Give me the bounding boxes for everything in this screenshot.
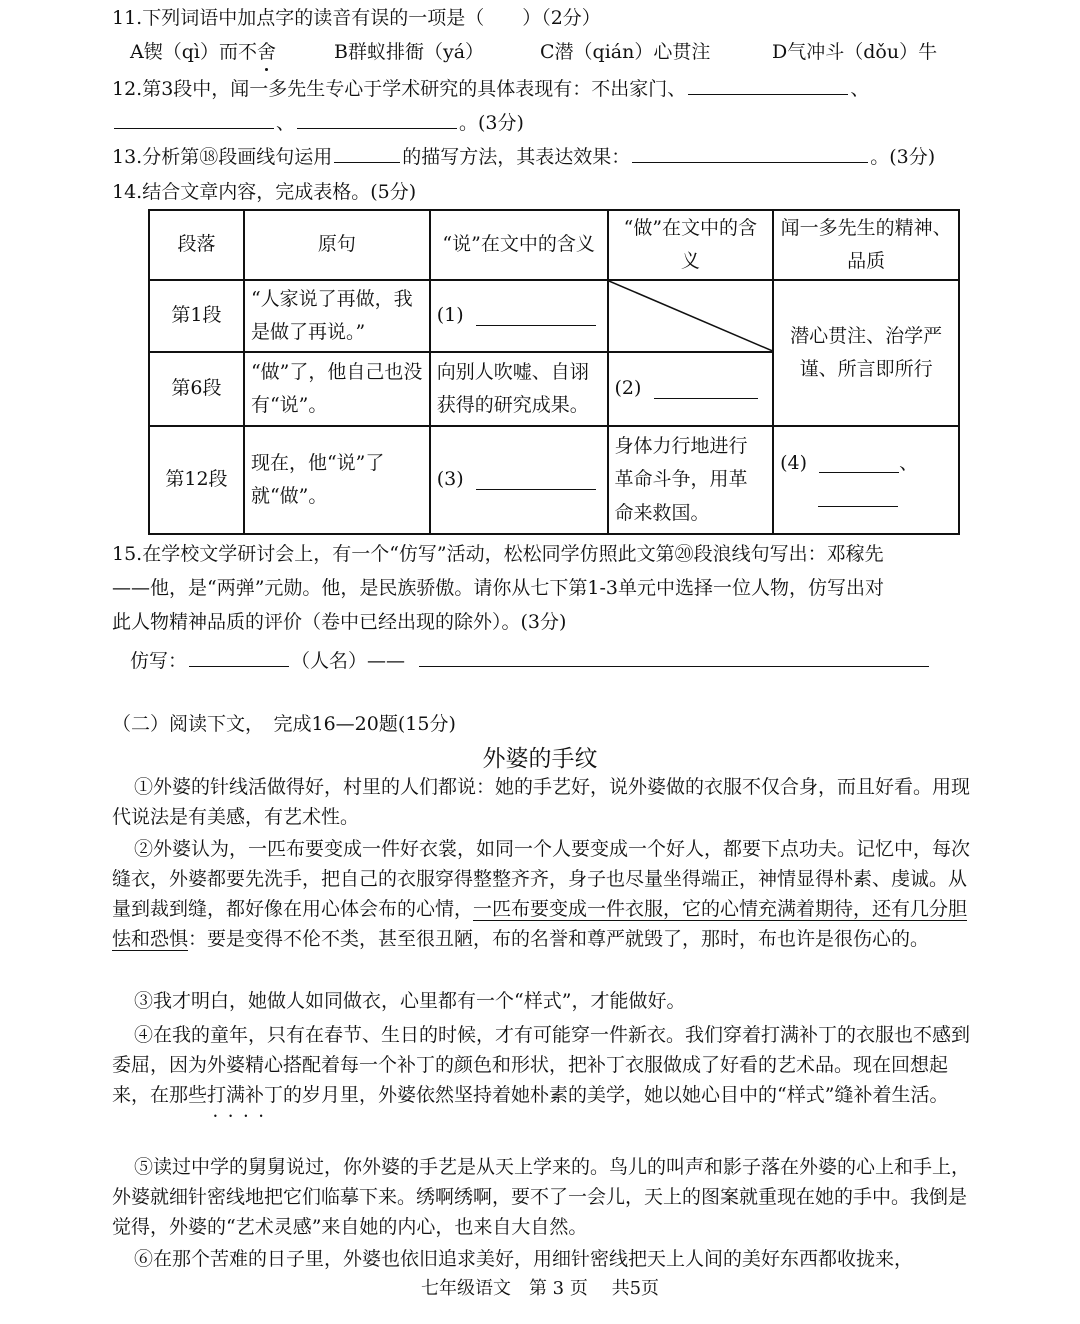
q12-blank-1[interactable] bbox=[688, 76, 848, 95]
q15-name-blank[interactable] bbox=[189, 648, 289, 667]
q15-line3: 此人物精神品质的评价（卷中已经出现的除外）。(3分) bbox=[112, 611, 567, 633]
row3-para: 第12段 bbox=[149, 426, 244, 534]
row3-shuo-blank[interactable] bbox=[476, 471, 596, 490]
row2-quote: “做”了，他自己也没有“说”。 bbox=[244, 352, 430, 426]
header-spirit: 闻一多先生的精神、品质 bbox=[773, 210, 959, 280]
q12-blank-3[interactable] bbox=[297, 110, 457, 129]
row3-spirit-blank-1[interactable] bbox=[819, 454, 899, 473]
q13-blank-effect[interactable] bbox=[632, 144, 868, 163]
row3-zuo: 身体力行地进行革命斗争，用革命来救国。 bbox=[608, 426, 774, 534]
q12-line1: 12.第3段中，闻一多先生专心于学术研究的具体表现有：不出家门、 、 bbox=[112, 78, 870, 100]
q11-option-b: B群蚁排衙（yá） bbox=[334, 41, 485, 63]
q15-line2: ——他，是“两弹”元勋。他，是民族骄傲。请你从七下第1-3单元中选择一位人物，仿写出对 bbox=[112, 577, 885, 599]
passage-title: 外婆的手纹 bbox=[482, 746, 598, 772]
q15-fill-line: 仿写： （人名）—— bbox=[130, 648, 931, 674]
row1-quote: “人家说了再做，我是做了再说。” bbox=[244, 280, 430, 352]
paragraph-2: ②外婆认为，一匹布要变成一件好衣裳，如同一个人要变成一个好人，都要下点功夫。记忆中，每次缝衣，外婆都要先洗手，把自己的衣服穿得整整齐齐，身子也尽量坐得端正，神情显得朴素、虔诚。从量到裁到缝，都好像在用心体会布的心情，一匹布要变成一件衣服，它的心情充满着期待，还有几分胆怯和恐惧：要是变得不伦不类，甚至很丑陋，布的名誉和尊严就毁了，那时，布也许是很伤心的。 bbox=[112, 838, 971, 950]
paragraph-2-underlined: 一匹布要变成一件衣服，它的心情充满着期待，还有几分胆怯和恐惧 bbox=[112, 898, 968, 950]
q11-option-a: A锲（qì）而不舍 bbox=[130, 41, 276, 63]
row3-quote: 现在，他“说”了就“做”。 bbox=[244, 426, 430, 534]
header-para: 段落 bbox=[149, 210, 244, 280]
q15-evaluation-blank[interactable] bbox=[419, 648, 929, 667]
row1-shuo: (1) bbox=[430, 280, 608, 352]
q11-stem: 11.下列词语中加点字的读音有误的一项是（ ）（2分） bbox=[112, 7, 601, 29]
q11-option-d: D气冲斗（dǒu）牛 bbox=[772, 41, 938, 63]
page-footer: 七年级语文 第 3 页 共5页 bbox=[420, 1278, 660, 1299]
paragraph-1: ①外婆的针线活做得好，村里的人们都说：她的手艺好，说外婆做的衣服不仅合身，而且好看。用现代说法是有美感，有艺术性。 bbox=[112, 776, 971, 828]
header-zuo: “做”在文中的含义 bbox=[608, 210, 774, 280]
row2-para: 第6段 bbox=[149, 352, 244, 426]
row2-zuo: (2) bbox=[608, 352, 774, 426]
row2-shuo: 向别人吹嘘、自诩获得的研究成果。 bbox=[430, 352, 608, 426]
row3-spirit: (4) 、 bbox=[773, 426, 959, 534]
q13-blank-method[interactable] bbox=[334, 144, 400, 163]
paragraph-5: ⑤读过中学的舅舅说过，你外婆的手艺是从天上学来的。鸟儿的叫声和影子落在外婆的心上和手上，外婆就细针密线地把它们临摹下来。绣啊绣啊，要不了一会儿，天上的图案就重现在她的手中。我倒是觉得，外婆的“艺术灵感”来自她的内心，也来自大自然。 bbox=[112, 1156, 971, 1238]
header-shuo: “说”在文中的含义 bbox=[430, 210, 608, 280]
paragraph-4-dotted: 打满补丁 • • bbox=[207, 1080, 283, 1110]
q12-blank-2[interactable] bbox=[114, 110, 274, 129]
q14-table bbox=[148, 209, 960, 535]
paragraph-3: ③我才明白，她做人如同做衣，心里都有一个“样式”，才能做好。 bbox=[134, 990, 686, 1012]
row3-shuo: (3) bbox=[430, 426, 608, 534]
row1-zuo-diagonal bbox=[608, 280, 774, 352]
q14-stem: 14.结合文章内容，完成表格。(5分) bbox=[112, 181, 417, 203]
header-quote: 原句 bbox=[244, 210, 430, 280]
row3-spirit-blank-2[interactable] bbox=[818, 488, 898, 507]
paragraph-6: ⑥在那个苦难的日子里，外婆也依旧追求美好，用细针密线把天上人间的美好东西都收拢来， bbox=[134, 1248, 914, 1270]
row1-shuo-blank[interactable] bbox=[476, 307, 596, 326]
paragraph-4: ④在我的童年，只有在春节、生日的时候，才有可能穿一件新衣。我们穿着打满补丁的衣服也不感到委屈，因为外婆精心搭配着每一个补丁的颜色和形状，把补丁衣服做成了好看的艺术品。现在回想起来，在那些打满补丁 • •的岁月里，外婆依然坚持着她朴素的美学，她以她心目中的“样式”缝补着生活。 bbox=[112, 1020, 972, 1110]
q12-line2: 、 。(3分) bbox=[112, 110, 524, 136]
row1-spirit: 潜心贯注、治学严谨、所言即所行 bbox=[773, 280, 959, 426]
row1-para: 第1段 bbox=[149, 280, 244, 352]
q15-line1: 15.在学校文学研讨会上，有一个“仿写”活动，松松同学仿照此文第⑳段浪线句写出：邓稼先 bbox=[112, 543, 884, 565]
q11-option-c: C潜（qián）心贯注 bbox=[540, 41, 711, 63]
section2-intro: （二）阅读下文， 完成16—20题(15分) bbox=[112, 713, 456, 735]
row2-zuo-blank[interactable] bbox=[654, 380, 758, 399]
q13-line: 13.分析第⑱段画线句运用 的描写方法，其表达效果： 。(3分) bbox=[112, 146, 936, 168]
